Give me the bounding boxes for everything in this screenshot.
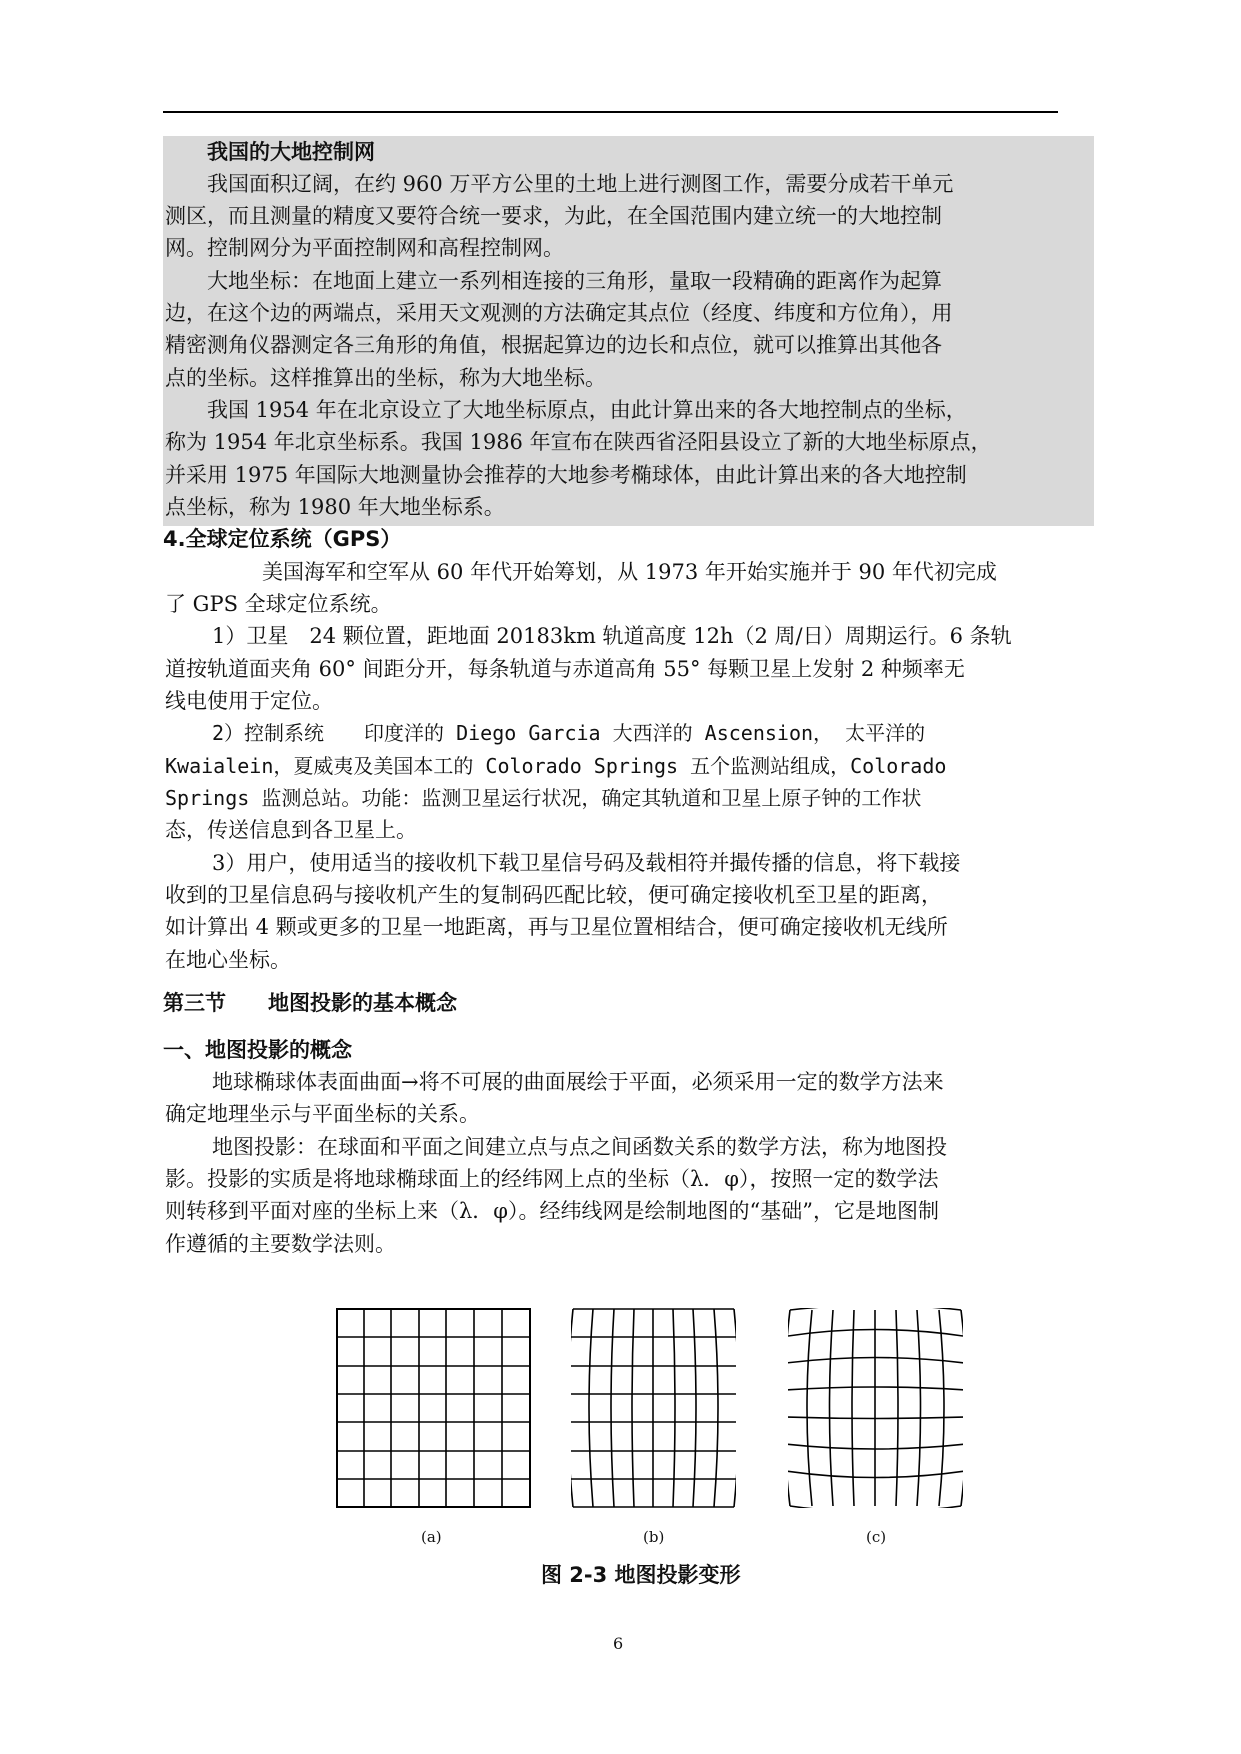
gps-item2-line4: 态，传送信息到各卫星上。 [165,818,417,842]
section-p1-line1: 地球椭球体表面曲面→将不可展的曲面展绘于平面，必须采用一定的数学方法来 [212,1070,944,1094]
figure-c-label: (c) [866,1528,887,1546]
box-p2-line4: 点的坐标。这样推算出的坐标，称为大地坐标。 [165,366,606,390]
figure-title: 图 2-3 地图投影变形 [541,1563,741,1587]
box-p1-line1: 我国面积辽阔，在约 960 万平方公里的土地上进行测图工作，需要分成若干单元 [207,172,954,196]
section-p2-line3: 则转移到平面对座的坐标上来（λ．φ）。经纬线网是绘制地图的“基础”，它是地图制 [165,1199,939,1223]
section-heading: 第三节 地图投影的基本概念 [163,991,457,1015]
section-p2-line4: 作遵循的主要数学法则。 [165,1232,396,1256]
gps-item1-line2: 道按轨道面夹角 60° 间距分开，每条轨道与赤道高角 55° 每颗卫星上发射 2 种频率无 [165,657,965,681]
gps-intro-line2: 了 GPS 全球定位系统。 [165,592,392,616]
section-p2-line2: 影。投影的实质是将地球椭球面上的经纬网上点的坐标（λ．φ），按照一定的数学法 [165,1167,939,1191]
box-p3-line2: 称为 1954 年北京坐标系。我国 1986 年宣布在陕西省泾阳县设立了新的大地坐标原点， [165,430,992,454]
box-title: 我国的大地控制网 [207,140,375,164]
page-number: 6 [613,1634,624,1653]
box-p3-line3: 并采用 1975 年国际大地测量协会推荐的大地参考椭球体，由此计算出来的各大地控制 [165,463,967,487]
section-subheading: 一、地图投影的概念 [163,1038,352,1062]
gps-item1-line1: 1）卫星 24 颗位置，距地面 20183km 轨道高度 12h（2 周/日）周期运行。6 条轨 [212,624,1012,648]
gps-item3-line3: 如计算出 4 颗或更多的卫星一地距离，再与卫星位置相结合，便可确定接收机无线所 [165,915,948,939]
box-p1-line2: 测区，而且测量的精度又要符合统一要求，为此，在全国范围内建立统一的大地控制 [165,204,942,228]
gps-item2-line1: 2）控制系统 印度洋的 Diego Garcia 大西洋的 Ascension， 太平洋的 [212,721,926,745]
box-p2-line2: 边，在这个边的两端点，采用天文观测的方法确定其点位（经度、纬度和方位角），用 [165,301,953,325]
figure-a-grid [336,1308,531,1508]
figure-b-grid [571,1308,736,1508]
figure-c-grid [788,1308,963,1508]
box-p1-line3: 网。控制网分为平面控制网和高程控制网。 [165,236,564,260]
box-p2-line3: 精密测角仪器测定各三角形的角值，根据起算边的边长和点位，就可以推算出其他各 [165,333,942,357]
gps-item2-line3: Springs 监测总站。功能：监测卫星运行状况，确定其轨道和卫星上原子钟的工作状 [165,786,922,810]
box-p3-line1: 我国 1954 年在北京设立了大地坐标原点，由此计算出来的各大地控制点的坐标， [207,398,967,422]
gps-item3-line2: 收到的卫星信息码与接收机产生的复制码匹配比较，便可确定接收机至卫星的距离， [165,883,942,907]
gps-item3-line1: 3）用户，使用适当的接收机下载卫星信号码及载相符并撮传播的信息，将下载接 [212,851,961,875]
figure-b-label: (b) [643,1528,665,1546]
gps-heading: 4.全球定位系统（GPS） [163,527,402,551]
box-p3-line4: 点坐标，称为 1980 年大地坐标系。 [165,495,505,519]
box-p2-line1: 大地坐标：在地面上建立一系列相连接的三角形，量取一段精确的距离作为起算 [207,269,942,293]
section-p1-line2: 确定地理坐示与平面坐标的关系。 [165,1102,480,1126]
gps-item3-line4: 在地心坐标。 [165,948,291,972]
header-rule [163,111,1058,113]
gps-intro-line1: 美国海军和空军从 60 年代开始筹划，从 1973 年开始实施并于 90 年代初完成 [262,560,997,584]
gps-item1-line3: 线电使用于定位。 [165,689,333,713]
gps-item2-line2: Kwaialein，夏威夷及美国本工的 Colorado Springs 五个监测站组成，Colorado [165,754,947,778]
figure-a-label: (a) [421,1528,442,1546]
section-p2-line1: 地图投影：在球面和平面之间建立点与点之间函数关系的数学方法，称为地图投 [212,1135,947,1159]
